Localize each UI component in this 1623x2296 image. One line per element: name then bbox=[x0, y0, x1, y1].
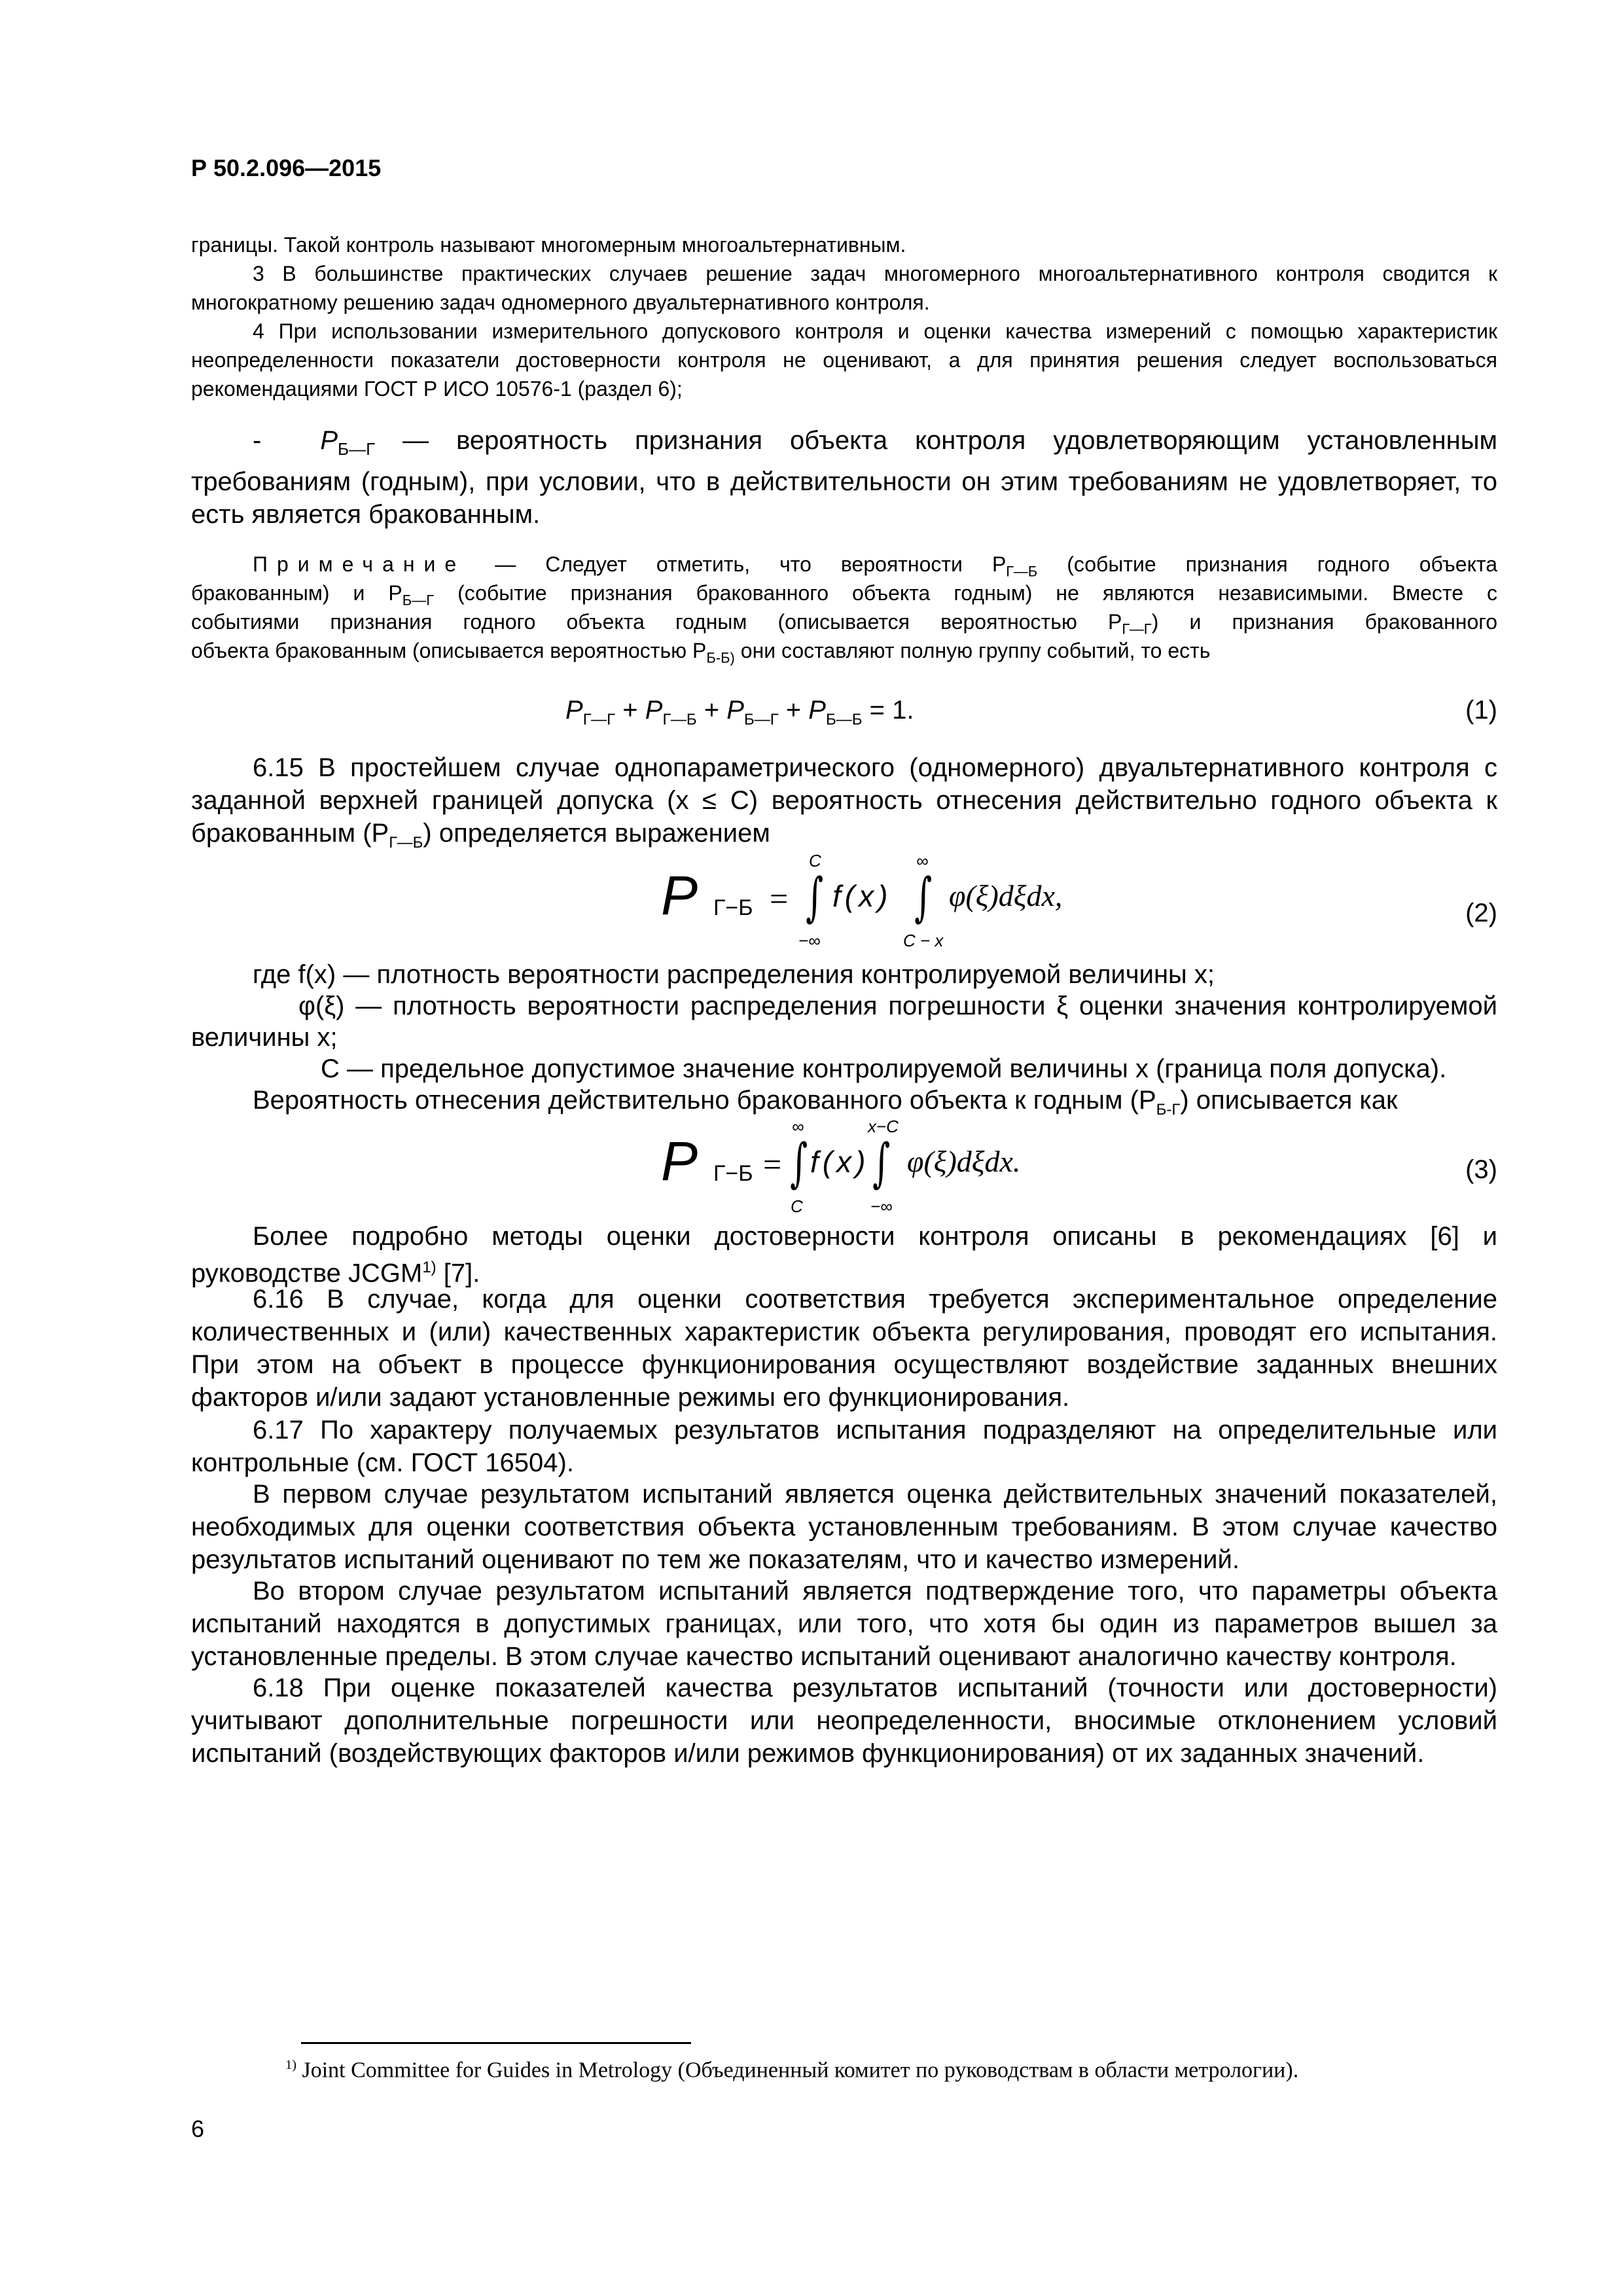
footnote: $^{1)}$ Joint Committee for Guides in Metrology (Объединенный комитет по руководствам в области метрологии). bbox=[285, 2058, 1299, 2083]
note-line-4: объекта бракованным (описывается вероятностью $P_{Б-Б)}$ они составляют полную группу событий, то есть bbox=[191, 639, 1211, 666]
definition-text: — вероятность признания объекта контроля удовлетворяющим установленным требованиям (годным), при условии, что в действительности он этим требованиям не удовлетворяет, то есть является бракованным. bbox=[191, 426, 1497, 529]
footnote-separator bbox=[301, 2042, 691, 2044]
note-line-1: Примечание — Следует отметить, что вероятности $P_{Г—Б}$ (событие признания годного объекта bbox=[253, 552, 1498, 580]
para-6-18: 6.18 При оценке показателей качества результатов испытаний (точности или достоверности) учитывают дополнительные погрешности или неопределенности, вносимые отклонением условий испытаний (воздействующих факторов и/или режимов функционирования) от их заданных значений. bbox=[191, 1674, 1497, 1768]
para-second-case: Во втором случае результатом испытаний является подтверждение того, что параметры объекта испытаний находятся в допустимых границах, или того, что хотя бы один из параметров вышел за установленные пределы. В этом случае качество испытаний оценивают аналогично качеству контроля. bbox=[191, 1577, 1497, 1671]
equation-1: $P_{Г—Г} + P_{Г—Б} + P_{Б—Г} + P_{Б—Б} = 1$. bbox=[565, 696, 914, 728]
equation-1-number: (1) bbox=[1465, 696, 1497, 725]
note-label: Примечание bbox=[253, 552, 466, 576]
definition-dash: - bbox=[253, 426, 262, 455]
note-item-4: 4 При использовании измерительного допускового контроля и оценки качества измерений с помощью характеристик неопределенности показатели достоверности контроля не оценивают, а для принятия решения следует воспользоваться рекомендациями ГОСТ Р ИСО 10576-1 (раздел 6); bbox=[191, 319, 1497, 401]
definition-symbol: P bbox=[320, 426, 338, 455]
para-6-17: 6.17 По характеру получаемых результатов испытания подразделяют на определительные или контрольные (см. ГОСТ 16504). bbox=[191, 1416, 1497, 1477]
where-line-5: Вероятность отнесения действительно бракованного объекта к годным $(P_{Б-Г})$ описывается как bbox=[253, 1086, 1398, 1119]
note-item-3: 3 В большинстве практических случаев решение задач многомерного многоальтернативного контроля сводится к многократному решению задач одномерного двуальтернативного контроля. bbox=[191, 262, 1497, 314]
note-continuation: границы. Такой контроль называют многомерным многоальтернативным. bbox=[191, 233, 906, 257]
para-first-case: В первом случае результатом испытаний является оценка действительных значений показателей, необходимых для оценки соответствия объекта установленным требованиям. В этом случае качество результатов испытаний оценивают по тем же показателям, что и качество измерений. bbox=[191, 1480, 1497, 1574]
equation-2: P Г−Б = C ∫ −∞ f(x) ∞ ∫ C − x φ(ξ)dξdx, bbox=[661, 851, 1063, 950]
para-6-16: 6.16 В случае, когда для оценки соответствия требуется экспериментальное определение количественных и (или) качественных характеристик объекта регулирования, проводят его испытания. При этом на объект в процессе функционирования осуществляют воздействие заданных внешних факторов и/или задают установленные режимы его функционирования. bbox=[191, 1285, 1497, 1412]
equation-3: P Г−Б = ∞ ∫ C f(x) x−C ∫ −∞ φ(ξ)dξdx. bbox=[661, 1117, 1021, 1216]
page-number: 6 bbox=[191, 2115, 205, 2142]
body-p1-line-2: руководстве JCGM$^{1)}$ [7]. bbox=[191, 1259, 480, 1288]
where-line-2: φ(ξ) — плотность вероятности распределения погрешности ξ оценки значения контролируемой bbox=[298, 992, 1497, 1020]
para-6-15-line-1: 6.15 В простейшем случае однопараметрического (одномерного) двуальтернативного контроля с bbox=[253, 753, 1497, 782]
note-line-3: событиями признания годного объекта годным (описывается вероятностью $P_{Г—Г}$) и признания бракованного bbox=[191, 610, 1498, 637]
where-line-3: величины x; bbox=[191, 1023, 338, 1052]
equation-3-number: (3) bbox=[1465, 1155, 1497, 1184]
note-line-2: бракованным) и $P_{Б—Г}$ (событие признания бракованного объекта годным) не являются независимыми. Вместе с bbox=[191, 581, 1498, 609]
body-p1-line-1: Более подробно методы оценки достоверности контроля описаны в рекомендациях [6] и bbox=[253, 1222, 1497, 1251]
equation-2-number: (2) bbox=[1465, 899, 1497, 927]
where-line-1: где f(x) — плотность вероятности распределения контролируемой величины x; bbox=[253, 960, 1215, 989]
document-number: Р 50.2.096—2015 bbox=[191, 154, 382, 181]
para-6-15-line-3: бракованным $(P_{Г—Б})$ определяется выражением bbox=[191, 819, 770, 852]
definition-symbol-sub: Б—Г bbox=[338, 439, 376, 459]
where-line-4: C — предельное допустимое значение контролируемой величины x (граница поля допуска). bbox=[321, 1054, 1447, 1083]
definition-p-bg bbox=[191, 424, 1497, 531]
para-6-15-line-2: заданной верхней границей допуска (x ≤ C) вероятность отнесения действительно годного объекта к bbox=[191, 786, 1497, 815]
